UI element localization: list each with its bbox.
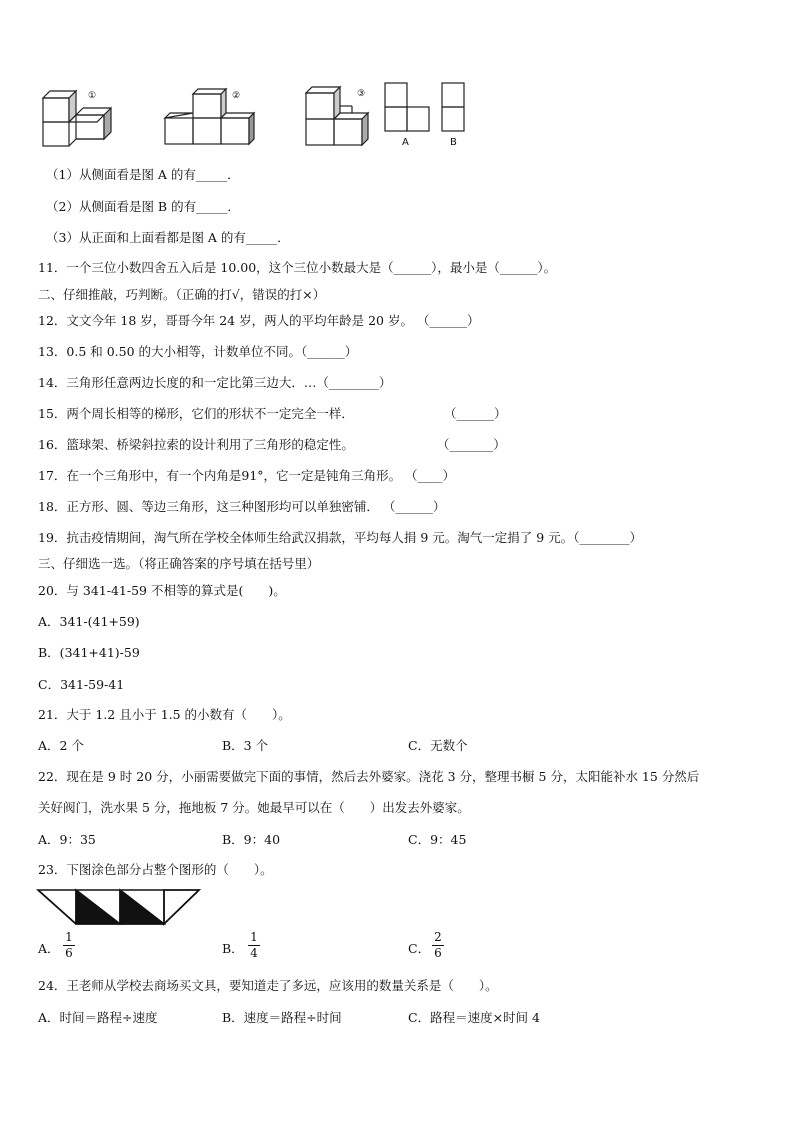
view-a [384, 82, 432, 134]
q23-option-b-label: B． [222, 941, 244, 956]
numerator: 1 [65, 930, 73, 944]
question-15: 15．两个周长相等的梯形，它们的形状不一定完全一样． [38, 406, 354, 421]
sub-question-2: （2）从侧面看是图 B 的有_____． [46, 199, 240, 214]
question-13: 13．0.5 和 0.50 的大小相等，计数单位不同。（______） [38, 344, 358, 359]
question-19: 19．抗击疫情期间，淘气所在学校全体师生给武汉捐款，平均每人捐 9 元。淘气一定捐了 9 元。（________） [38, 530, 642, 545]
sub-question-3: （3）从正面和上面看都是图 A 的有_____． [46, 230, 290, 245]
numerator: 1 [250, 930, 258, 944]
q23-option-b-fraction [248, 931, 260, 960]
q22-option-c: C．9：45 [408, 832, 467, 847]
label-1: ① [88, 91, 97, 101]
section-3-heading: 三、仔细选一选。（将正确答案的序号填在括号里） [38, 556, 320, 571]
q23-option-a-fraction [63, 931, 75, 960]
q22-option-b: B．9：40 [222, 832, 281, 847]
q23-option-c-fraction [432, 931, 444, 960]
q20-option-c: C．341-59-41 [38, 677, 125, 692]
q24-option-b: B．速度＝路程÷时间 [222, 1010, 342, 1025]
sub-question-1: （1）从侧面看是图 A 的有_____． [46, 167, 240, 182]
parallelogram-figure [36, 888, 204, 928]
cube-figure-3 [302, 82, 382, 148]
q23-option-a-label: A． [38, 941, 60, 956]
question-18: 18．正方形、圆、等边三角形，这三种图形均可以单独密铺． （______） [38, 499, 446, 514]
q22-option-a: A．9：35 [38, 832, 96, 847]
question-12: 12．文文今年 18 岁，哥哥今年 24 岁，两人的平均年龄是 20 岁。 （______） [38, 313, 480, 328]
q20-option-b: B．(341+41)-59 [38, 645, 140, 660]
q21-option-a: A．2 个 [38, 738, 84, 753]
question-16: 16．篮球架、桥梁斜拉索的设计利用了三角形的稳定性。 [38, 437, 354, 452]
denominator: 6 [434, 946, 442, 960]
label-3: ③ [357, 89, 366, 99]
q21-option-c: C．无数个 [408, 738, 468, 753]
cube-figure-1 [40, 86, 122, 148]
label-2: ② [232, 91, 241, 101]
question-23: 23．下图涂色部分占整个图形的（ ）。 [38, 862, 273, 877]
question-15-blank: （______） [444, 406, 507, 421]
q24-option-c: C．路程＝速度×时间 4 [408, 1010, 540, 1025]
question-11: 11．一个三位小数四舍五入后是 10.00，这个三位小数最大是（______），最小是（______）。 [38, 260, 557, 275]
view-b [441, 82, 467, 134]
question-22-line-1: 22．现在是 9 时 20 分，小丽需要做完下面的事情，然后去外婆家。浇花 3 分，整理书橱 5 分，太阳能补水 15 分然后 [38, 769, 700, 784]
question-17: 17．在一个三角形中，有一个内角是91°，它一定是钝角三角形。 （____） [38, 468, 456, 483]
denominator: 6 [65, 946, 73, 960]
q23-option-c-label: C． [408, 941, 431, 956]
question-20: 20．与 341-41-59 不相等的算式是( )。 [38, 583, 286, 598]
view-a-label: A [402, 137, 409, 148]
view-b-label: B [450, 137, 457, 148]
question-24: 24．王老师从学校去商场买文具，要知道走了多远，应该用的数量关系是（ ）。 [38, 978, 498, 993]
section-2-heading: 二、仔细推敲，巧判断。（正确的打√，错误的打×） [38, 287, 326, 302]
q21-option-b: B．3 个 [222, 738, 269, 753]
denominator: 4 [250, 946, 258, 960]
question-14: 14．三角形任意两边长度的和一定比第三边大．…（________） [38, 375, 392, 390]
question-16-blank: （_______） [437, 437, 506, 452]
q24-option-a: A．时间＝路程÷速度 [38, 1010, 158, 1025]
cube-figure-2 [162, 86, 262, 148]
question-21: 21．大于 1.2 且小于 1.5 的小数有（ ）。 [38, 707, 291, 722]
question-22-line-2: 关好阀门，洗水果 5 分，拖地板 7 分。她最早可以在（ ）出发去外婆家。 [38, 800, 470, 815]
numerator: 2 [434, 930, 442, 944]
q20-option-a: A．341-(41+59) [38, 614, 140, 629]
